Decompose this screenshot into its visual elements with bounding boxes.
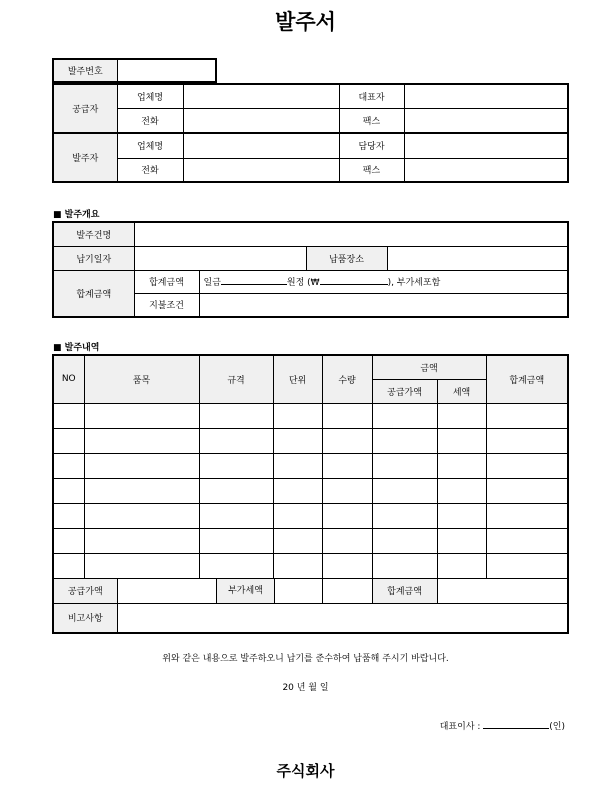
document-title: 발주서 (275, 10, 336, 34)
summary-total-field[interactable] (437, 578, 568, 603)
delivery-date-field[interactable] (134, 246, 306, 270)
overview-total-sub-label: 합계금액 (134, 270, 199, 293)
col-qty: 수량 (322, 355, 372, 403)
summary-vat-label: 부가세액 (216, 579, 275, 603)
amount-suffix: ), 부가세포함 (387, 278, 441, 288)
amount-prefix: 일금 (203, 278, 221, 288)
signature-line (440, 719, 565, 732)
table-row (53, 428, 568, 453)
col-tax: 세액 (437, 379, 486, 403)
payment-terms-field[interactable] (199, 293, 568, 317)
signature-label: 대표이사 : (439, 722, 481, 732)
orderer-label: 발주자 (53, 133, 117, 182)
summary-total-label: 합계금액 (372, 578, 437, 603)
summary-supply-label: 공급가액 (53, 578, 117, 603)
supplier-fax-field[interactable] (404, 108, 568, 133)
order-number-label: 발주번호 (53, 59, 117, 82)
summary-vat-field[interactable] (322, 578, 372, 603)
orderer-company-label: 업체명 (117, 133, 183, 158)
orderer-phone-field[interactable] (183, 158, 339, 182)
col-no: NO (53, 355, 84, 403)
seal-mark: (인) (549, 722, 565, 732)
overview-table (52, 221, 569, 318)
summary-spacer (273, 578, 322, 603)
order-number-field[interactable] (117, 59, 216, 82)
remarks-label: 비고사항 (53, 603, 117, 633)
delivery-place-label: 납품장소 (306, 246, 387, 270)
details-table (52, 354, 569, 634)
payment-terms-label: 지불조건 (134, 293, 199, 317)
table-row (53, 503, 568, 528)
col-supply: 공급가액 (372, 379, 437, 403)
delivery-date-label: 납기일자 (53, 246, 134, 270)
supplier-phone-field[interactable] (183, 108, 339, 133)
supplier-rep-label: 대표자 (339, 84, 404, 108)
overview-total-label: 합계금액 (53, 270, 134, 317)
table-row (53, 453, 568, 478)
col-unit: 단위 (273, 355, 322, 403)
remarks-field[interactable] (117, 603, 568, 633)
col-item: 품목 (84, 355, 199, 403)
amount-korean-blank[interactable] (221, 275, 287, 285)
details-heading: ■ 발주내역 (53, 343, 100, 353)
orderer-phone-label: 전화 (117, 158, 183, 182)
orderer-manager-field[interactable] (404, 133, 568, 158)
overview-heading: ■ 발주개요 (53, 210, 100, 220)
signature-blank[interactable] (483, 719, 549, 729)
table-row (53, 478, 568, 503)
supplier-label: 공급자 (53, 84, 117, 133)
col-spec: 규격 (199, 355, 273, 403)
orderer-fax-field[interactable] (404, 158, 568, 182)
order-name-label: 발주건명 (53, 222, 134, 246)
amount-line (199, 270, 568, 293)
order-number-table (52, 58, 217, 83)
table-row (53, 528, 568, 553)
table-row (53, 403, 568, 428)
footer-date: 20 년 월 일 (282, 683, 329, 693)
amount-number-blank[interactable] (320, 275, 388, 285)
order-name-field[interactable] (134, 222, 568, 246)
amount-won: 원정 (₩ (286, 278, 320, 288)
supplier-company-label: 업체명 (117, 84, 183, 108)
company-name: 주식회사 (276, 762, 335, 780)
orderer-fax-label: 팩스 (339, 158, 404, 182)
supplier-company-field[interactable] (183, 84, 339, 108)
supplier-phone-label: 전화 (117, 108, 183, 133)
parties-table (52, 83, 569, 183)
orderer-company-field[interactable] (183, 133, 339, 158)
footer-statement: 위와 같은 내용으로 발주하오니 납기를 준수하여 납품해 주시기 바랍니다. (162, 654, 449, 664)
supplier-fax-label: 팩스 (339, 108, 404, 133)
col-amount: 금액 (372, 355, 486, 379)
delivery-place-field[interactable] (387, 246, 568, 270)
supplier-rep-field[interactable] (404, 84, 568, 108)
col-total: 합계금액 (486, 355, 568, 403)
orderer-manager-label: 담당자 (339, 133, 404, 158)
table-row (53, 553, 568, 578)
